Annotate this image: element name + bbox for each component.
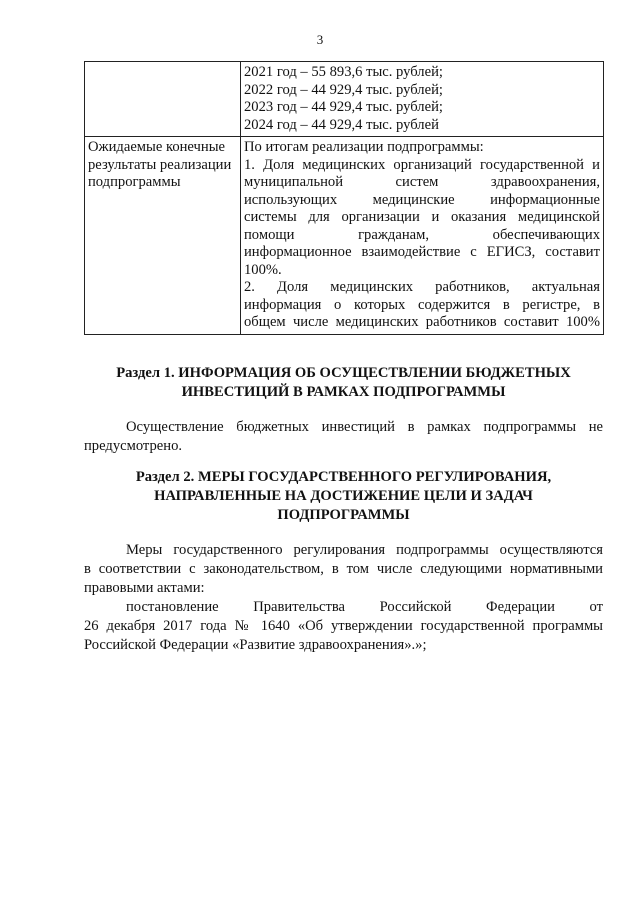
section2-heading-line: НАПРАВЛЕННЫЕ НА ДОСТИЖЕНИЕ ЦЕЛИ И ЗАДАЧ <box>154 488 533 504</box>
table-row-financing <box>85 62 604 137</box>
subprogram-passport-table <box>84 61 604 335</box>
section1-text <box>84 418 603 456</box>
expected-results-line: информация о которых содержится в регистре, в <box>244 296 600 313</box>
expected-results-label-line: результаты реализации <box>88 156 232 173</box>
table-cell-financing-values <box>241 62 604 137</box>
section2-paragraph-1-line: в соответствии с законодательством, в том числе следующими нормативными <box>84 561 603 577</box>
section2-paragraph-2-line: Российской Федерации «Развитие здравоохранения».»; <box>84 637 427 653</box>
section2-heading-line: Раздел 2. МЕРЫ ГОСУДАРСТВЕННОГО РЕГУЛИРОВАНИЯ, <box>135 469 552 485</box>
section2-paragraph-2-line: 26 декабря 2017 года № 1640 «Об утверждении государственной программы <box>84 618 603 634</box>
expected-results-line: муниципальной систем здравоохранения, <box>244 174 600 190</box>
expected-results-line: информационное взаимодействие с ЕГИСЗ, составит <box>244 244 600 260</box>
section2-heading <box>84 468 603 525</box>
section2-paragraph-1 <box>84 541 603 598</box>
section2-heading-line: ПОДПРОГРАММЫ <box>277 507 410 523</box>
expected-results-label-line: Ожидаемые конечные <box>88 139 225 155</box>
expected-results-line: общем числе медицинских работников составит 100% <box>244 314 600 330</box>
section2-paragraph-1-line: Меры государственного регулирования подпрограммы осуществляются <box>126 542 603 558</box>
page-number: 3 <box>316 32 324 47</box>
table-cell-expected-results-text <box>241 137 604 335</box>
expected-results-line: использующих медицинские информационные <box>244 191 600 208</box>
section2-paragraph-2-line: постановление Правительства Российской Федерации от <box>126 599 603 615</box>
expected-results-line: помощи гражданам, обеспечивающих <box>244 226 600 243</box>
section1-heading-line: Раздел 1. ИНФОРМАЦИЯ ОБ ОСУЩЕСТВЛЕНИИ БЮДЖЕТНЫХ <box>116 365 571 381</box>
financing-year-2023: 2023 год – 44 929,4 тыс. рублей; <box>244 99 443 115</box>
expected-results-line: 2. Доля медицинских работников, актуальная <box>244 279 600 295</box>
expected-results-line: системы для организации и оказания медицинской <box>244 209 600 225</box>
section1-text-line: предусмотрено. <box>84 438 183 454</box>
table-cell-expected-results-label <box>85 137 241 335</box>
section1-heading <box>84 364 603 402</box>
expected-results-label-line: подпрограммы <box>88 174 181 190</box>
table-row-expected-results <box>85 137 604 335</box>
section2-paragraph-2 <box>84 598 603 655</box>
section2-paragraph-1-line: правовыми актами: <box>84 580 205 596</box>
table-cell-financing-label <box>85 62 241 137</box>
expected-results-line: 1. Доля медицинских организаций государственной и <box>244 156 600 173</box>
financing-year-2022: 2022 год – 44 929,4 тыс. рублей; <box>244 81 443 98</box>
section1-text-line: Осуществление бюджетных инвестиций в рамках подпрограммы не <box>126 419 603 435</box>
section1-heading-line: ИНВЕСТИЦИЙ В РАМКАХ ПОДПРОГРАММЫ <box>181 384 506 400</box>
expected-results-line: 100%. <box>244 261 282 278</box>
expected-results-line: По итогам реализации подпрограммы: <box>244 139 484 155</box>
financing-year-2021: 2021 год – 55 893,6 тыс. рублей; <box>244 64 443 80</box>
financing-year-2024: 2024 год – 44 929,4 тыс. рублей <box>244 116 439 133</box>
